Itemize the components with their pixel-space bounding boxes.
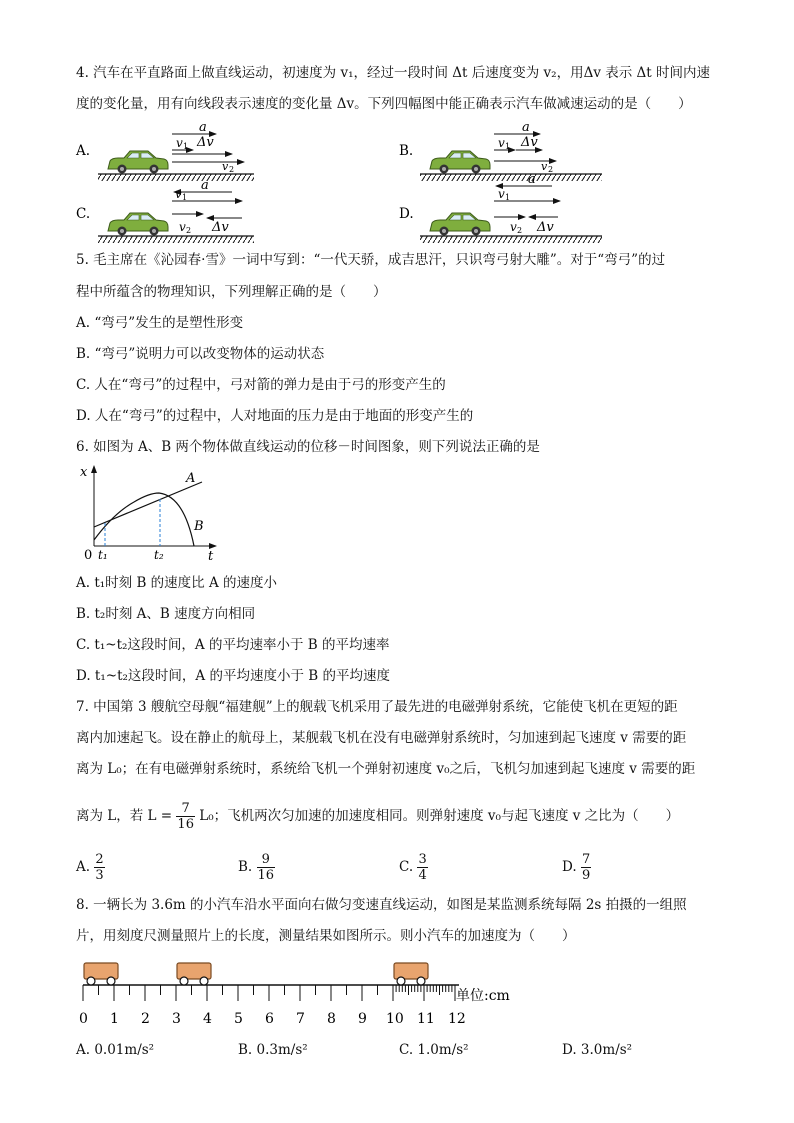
q5-option-c: C. 人在“弯弓”的过程中，弓对箭的弹力是由于弓的形变产生的: [76, 377, 446, 393]
svg-text:v: v: [510, 220, 517, 234]
svg-text:v: v: [176, 136, 183, 150]
svg-text:Δv: Δv: [537, 220, 554, 235]
q5-option-d: D. 人在“弯弓”的过程中，人对地面的压力是由于地面的形变产生的: [76, 408, 474, 424]
car-icon: [394, 963, 428, 979]
wheel: [87, 977, 95, 985]
svg-text:a: a: [522, 120, 530, 135]
svg-text:v: v: [498, 187, 505, 201]
svg-text:Δv: Δv: [521, 135, 538, 150]
car-icon: [108, 151, 168, 174]
ruler-tick-label: 12: [448, 1011, 466, 1027]
ruler-tick-label: 11: [417, 1011, 435, 1027]
q6-option-c: C. t₁~t₂这段时间，A 的平均速率小于 B 的平均速率: [76, 637, 390, 653]
q7-line3: 离为 L₀；在有电磁弹射系统时，系统给飞机一个弹射初速度 v₀之后，飞机匀加速到起飞速度 v 需要的距: [76, 761, 696, 777]
car-icon: [84, 963, 118, 979]
wheel: [200, 977, 208, 985]
svg-text:x: x: [80, 465, 88, 480]
svg-text:Δv: Δv: [197, 135, 214, 150]
ruler-tick-label: 4: [203, 1011, 212, 1027]
q8-line1: 8. 一辆长为 3.6m 的小汽车沿水平面向右做匀变速直线运动，如图是某监测系统每隔 2s 拍摄的一组照: [76, 897, 687, 913]
svg-text:Δv: Δv: [212, 220, 229, 235]
car-icon: [108, 213, 168, 236]
svg-text:A: A: [186, 471, 196, 486]
svg-text:v: v: [175, 187, 182, 201]
q6-option-d: D. t₁~t₂这段时间，A 的平均速度小于 B 的平均速度: [76, 668, 390, 684]
svg-text:a: a: [199, 120, 207, 135]
svg-text:1: 1: [183, 142, 189, 151]
q8-option-b: B. 0.3m/s²: [238, 1042, 308, 1058]
svg-text:t: t: [208, 549, 214, 564]
ruler-tick-label: 3: [172, 1011, 181, 1027]
q6-stem: 6. 如图为 A、B 两个物体做直线运动的位移－时间图象，则下列说法正确的是: [76, 439, 540, 455]
car-icon: [430, 213, 490, 236]
svg-text:2: 2: [186, 226, 192, 235]
q6-option-a: A. t₁时刻 B 的速度比 A 的速度小: [76, 575, 278, 591]
car-icon: [177, 963, 211, 979]
svg-text:1: 1: [505, 193, 511, 202]
ruler-tick-label: 10: [386, 1011, 404, 1027]
q4-option-a-label: A.: [76, 143, 91, 159]
q8-ruler-figure: [70, 955, 540, 1030]
car-icon: [430, 151, 490, 174]
q7-option-a: A. $\frac{2}{3}$: [76, 852, 104, 883]
q8-option-a: A. 0.01m/s²: [76, 1042, 155, 1058]
svg-text:0: 0: [84, 548, 93, 563]
svg-text:v: v: [541, 160, 548, 173]
svg-text:a: a: [201, 178, 209, 193]
q7-fraction: $\frac{7}{16}$: [177, 801, 194, 832]
q7-line2: 离内加速起飞。设在静止的航母上，某舰载飞机在没有电磁弹射系统时，匀加速到起飞速度 v 需要的距: [76, 730, 687, 746]
svg-text:t₁: t₁: [98, 548, 108, 562]
q6-xt-graph: [74, 460, 234, 565]
wheel: [180, 977, 188, 985]
q7-option-b: B. $\frac{9}{16}$: [238, 852, 275, 883]
ruler-tick-label: 1: [110, 1011, 119, 1027]
q4-line2: 度的变化量，用有向线段表示速度的变化量 Δv。下列四幅图中能正确表示汽车做减速运动的是（ ）: [76, 96, 692, 112]
svg-text:B: B: [194, 519, 204, 534]
svg-text:2: 2: [517, 226, 523, 235]
svg-text:a: a: [528, 172, 536, 187]
q5-option-a: A. “弯弓”发生的是塑性形变: [76, 315, 244, 331]
curve-b: [94, 493, 194, 546]
ruler-tick-label: 5: [234, 1011, 243, 1027]
ruler-tick-label: 6: [265, 1011, 274, 1027]
ruler-tick-label: 7: [296, 1011, 305, 1027]
q8-option-c: C. 1.0m/s²: [399, 1042, 469, 1058]
q5-line1: 5. 毛主席在《沁园春·雪》一词中写到：“一代天骄，成吉思汗，只识弯弓射大雕”。对于“弯弓”的过: [76, 252, 666, 268]
svg-text:v: v: [179, 220, 186, 234]
q4-option-b-label: B.: [399, 143, 414, 159]
q5-line2: 程中所蕴含的物理知识，下列理解正确的是（ ）: [76, 284, 387, 300]
svg-text:t₂: t₂: [154, 548, 164, 562]
ruler-unit-label: 单位:cm: [456, 988, 510, 1004]
ruler-tick-label: 8: [327, 1011, 336, 1027]
q5-option-b: B. “弯弓”说明力可以改变物体的运动状态: [76, 346, 325, 362]
svg-text:1: 1: [182, 193, 188, 202]
q4-line1: 4. 汽车在平直路面上做直线运动，初速度为 v₁，经过一段时间 Δt 后速度变为 v₂，用Δv 表示 Δt 时间内速: [76, 65, 711, 81]
q4-diagrams: [0, 112, 794, 247]
ruler-tick-label: 9: [358, 1011, 367, 1027]
wheel: [107, 977, 115, 985]
q7-line1: 7. 中国第 3 艘航空母舰“福建舰”上的舰载飞机采用了最先进的电磁弹射系统，它能使飞机在更短的距: [76, 699, 678, 715]
svg-text:2: 2: [548, 165, 554, 174]
q4-option-d-label: D.: [399, 206, 414, 222]
q8-line2: 片，用刻度尺测量照片上的长度，测量结果如图所示。则小汽车的加速度为（ ）: [76, 928, 576, 944]
wheel: [417, 977, 425, 985]
q8-option-d: D. 3.0m/s²: [562, 1042, 633, 1058]
ruler-tick-label: 0: [79, 1011, 88, 1027]
svg-text:v: v: [222, 160, 229, 173]
wheel: [397, 977, 405, 985]
svg-text:v: v: [498, 136, 505, 150]
svg-text:1: 1: [505, 142, 511, 151]
q7-option-d: D. $\frac{7}{9}$: [562, 852, 591, 883]
q6-option-b: B. t₂时刻 A、B 速度方向相同: [76, 606, 256, 622]
q4-option-c-label: C.: [76, 206, 91, 222]
q7-option-c: C. $\frac{3}{4}$: [399, 852, 427, 883]
svg-text:2: 2: [229, 165, 235, 174]
q7-line4: 离为 L，若 L = $\frac{7}{16}$ L₀；飞机两次匀加速的加速度相同。则弹射速度 v₀与起飞速度 v 之比为（ ）: [76, 801, 680, 832]
ruler-tick-label: 2: [141, 1011, 150, 1027]
